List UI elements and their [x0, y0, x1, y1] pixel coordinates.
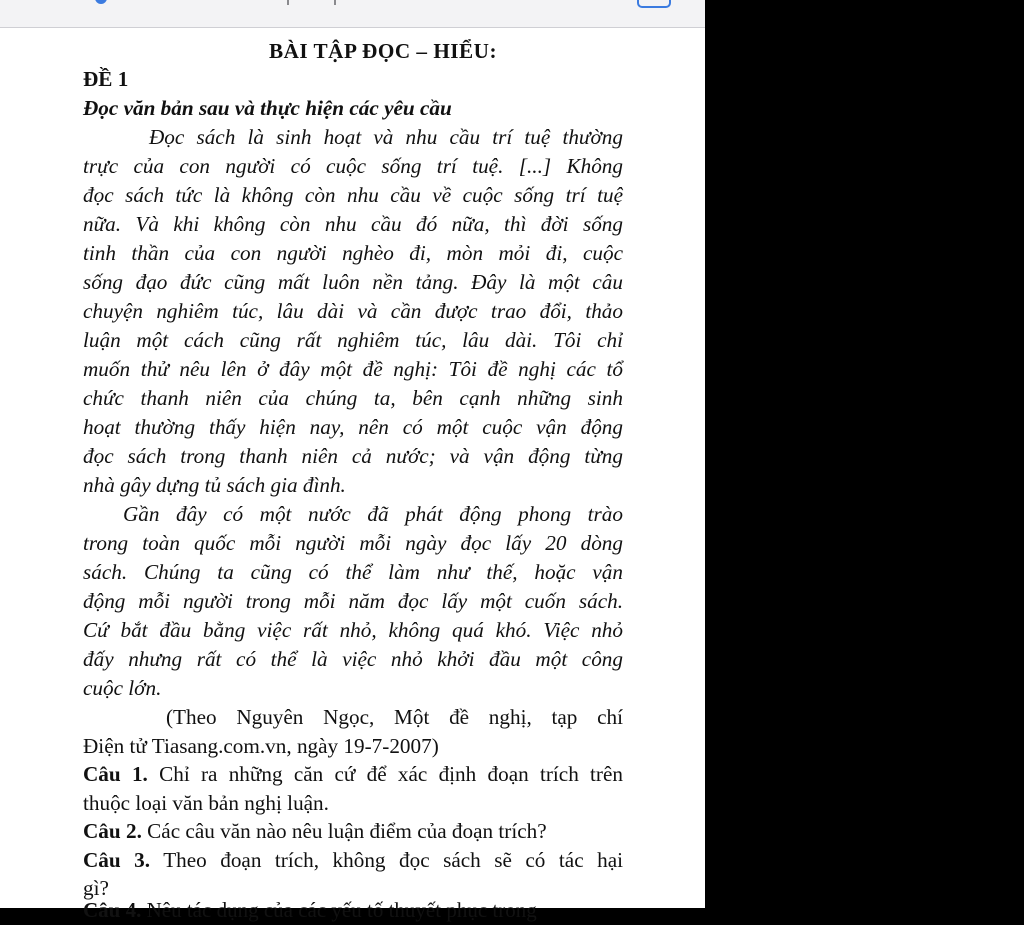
- exam-label: ĐỀ 1: [83, 67, 129, 91]
- passage-line: sách. Chúng ta cũng có thể làm như thế, hoặc vận: [83, 560, 623, 584]
- toolbar-button-icon[interactable]: [637, 0, 671, 8]
- passage-line: đọc sách tức là không còn nhu cầu về cuộc sống trí tuệ: [83, 183, 623, 207]
- passage-line: đọc sách trong thanh niên cả nước; và vận động từng: [83, 444, 623, 468]
- passage-line: đấy nhưng rất có thể là việc nhỏ khởi đầu một công: [83, 647, 623, 671]
- instruction: Đọc văn bản sau và thực hiện các yêu cầu: [83, 96, 452, 120]
- viewer-toolbar: [0, 0, 705, 28]
- question-label: Câu 3.: [83, 848, 151, 872]
- source-citation: (Theo Nguyên Ngọc, Một đề nghị, tạp chí: [166, 705, 623, 729]
- question-text: Các câu văn nào nêu luận điểm của đoạn trích?: [141, 819, 547, 843]
- passage-line: nhà gây dựng tủ sách gia đình.: [83, 473, 346, 497]
- question-4-cut: [83, 896, 623, 925]
- passage-line: cuộc lớn.: [83, 676, 162, 700]
- question-label: Câu 1.: [83, 762, 148, 786]
- question-2: [83, 817, 623, 846]
- passage-line: tinh thần của con người nghèo đi, mòn mỏi đi, cuộc: [83, 241, 623, 265]
- passage-line: Gần đây có một nước đã phát động phong trào: [123, 502, 623, 526]
- passage-line: nữa. Và khi không còn nhu cầu đó nữa, thì đời sống: [83, 212, 623, 236]
- question-text: Theo đoạn trích, không đọc sách sẽ có tác hại: [150, 848, 623, 872]
- passage-line: động mỗi người trong mỗi năm đọc lấy một cuốn sách.: [83, 589, 623, 613]
- question-text: Chỉ ra những căn cứ để xác định đoạn trích trên: [147, 762, 623, 786]
- passage-line: sống đạo đức cũng mất luôn nền tảng. Đây là một câu: [83, 270, 623, 294]
- page-title: BÀI TẬP ĐỌC – HIỂU:: [268, 39, 498, 63]
- question-3: [83, 846, 623, 875]
- question-1: [83, 760, 623, 789]
- passage-line: luận một cách cũng rất nghiêm túc, lâu dài. Tôi chỉ: [83, 328, 623, 352]
- question-text: Nêu tác dụng của các yếu tố thuyết phục trong: [141, 898, 537, 922]
- question-label: Câu 2.: [83, 819, 142, 843]
- question-1-cont: thuộc loại văn bản nghị luận.: [83, 791, 329, 815]
- toolbar-tick: [287, 0, 289, 5]
- toolbar-icon-left[interactable]: [95, 0, 107, 4]
- passage-line: trực của con người có cuộc sống trí tuệ. [...] Không: [83, 154, 623, 178]
- toolbar-tick: [334, 0, 336, 5]
- passage-line: Đọc sách là sinh hoạt và nhu cầu trí tuệ thường: [149, 125, 623, 149]
- question-label: Câu 4.: [83, 898, 142, 922]
- passage-line: trong toàn quốc mỗi người mỗi ngày đọc lấy 20 dòng: [83, 531, 623, 555]
- passage-line: chức thanh niên của chúng ta, bên cạnh những sinh: [83, 386, 623, 410]
- source-citation: Điện tử Tiasang.com.vn, ngày 19-7-2007): [83, 734, 439, 758]
- passage-line: muốn thử nêu lên ở đây một đề nghị: Tôi đề nghị các tổ: [83, 357, 623, 381]
- question-3-cont: gì?: [83, 876, 109, 900]
- passage-line: hoạt thường thấy hiện nay, nên có một cuộc vận động: [83, 415, 623, 439]
- passage-line: Cứ bắt đầu bằng việc rất nhỏ, không quá khó. Việc nhỏ: [83, 618, 623, 642]
- passage-line: chuyện nghiêm túc, lâu dài và cần được trao đổi, thảo: [83, 299, 623, 323]
